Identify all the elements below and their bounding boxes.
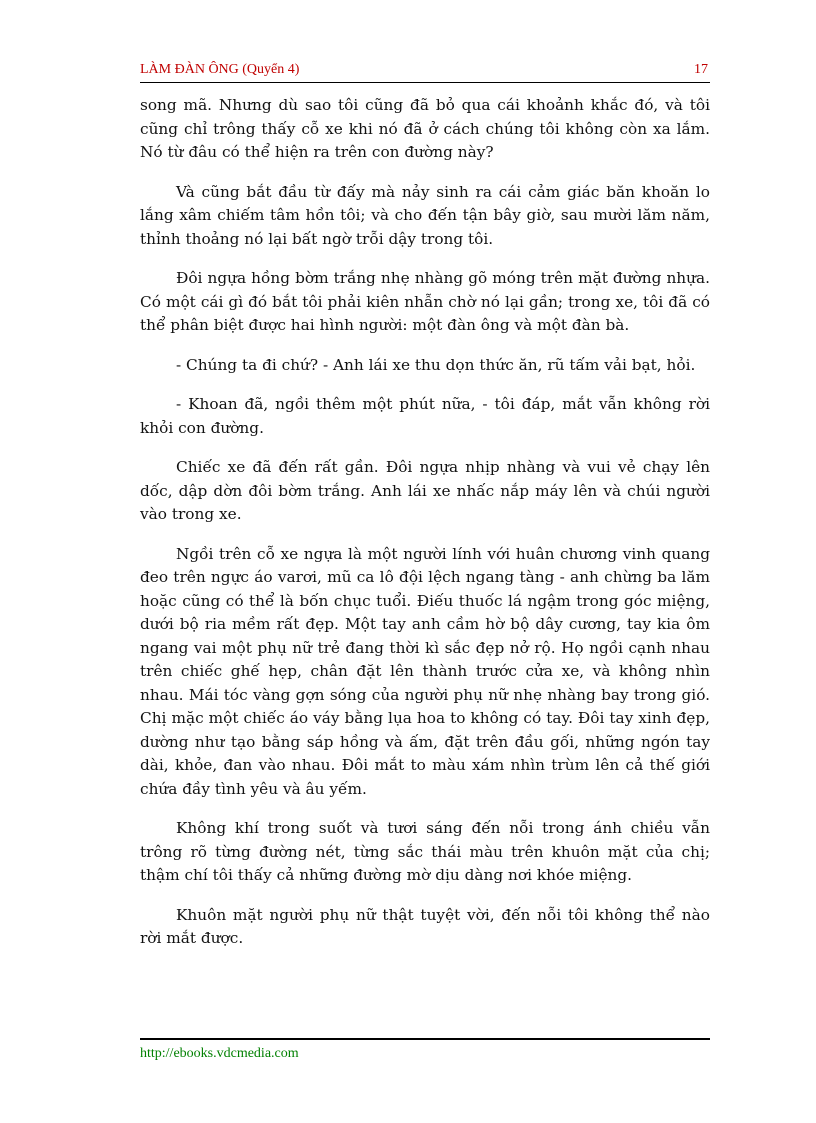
- paragraph: song mã. Nhưng dù sao tôi cũng đã bỏ qua cái khoảnh khắc đó, và tôi cũng chỉ trông thấy cỗ xe khi nó đã ở cách chúng tôi không còn xa lắm. Nó từ đâu có thể hiện ra trên con đường này?: [140, 96, 710, 161]
- paragraph: Đôi ngựa hồng bờm trắng nhẹ nhàng gõ móng trên mặt đường nhựa. Có một cái gì đó bắt tôi phải kiên nhẫn chờ nó lại gần; trong xe, tôi đã có thể phân biệt được hai hình người: một đàn ông và một đàn bà.: [140, 269, 710, 334]
- footer-divider: [140, 1038, 710, 1040]
- paragraph: Chiếc xe đã đến rất gần. Đôi ngựa nhịp nhàng và vui vẻ chạy lên dốc, dập dờn đôi bờm trắng. Anh lái xe nhấc nắp máy lên và chúi người vào trong xe.: [140, 458, 710, 523]
- paragraph: Không khí trong suốt và tươi sáng đến nỗi trong ánh chiều vẫn trông rõ từng đường nét, từng sắc thái màu trên khuôn mặt của chị; thậm chí tôi thấy cả những đường mờ dịu dàng nơi khóe miệng.: [140, 819, 710, 884]
- footer-link[interactable]: http://ebooks.vdcmedia.com: [140, 1046, 299, 1061]
- paragraph: Và cũng bắt đầu từ đấy mà nảy sinh ra cái cảm giác băn khoăn lo lắng xâm chiếm tâm hồn tôi; và cho đến tận bây giờ, sau mười lăm năm, thỉnh thoảng nó lại bất ngờ trỗi dậy trong tôi.: [140, 182, 710, 248]
- body-text: [140, 94, 710, 967]
- book-title: LÀM ĐÀN ÔNG (Quyển 4): [140, 62, 300, 77]
- page-header: [140, 62, 710, 82]
- page-number: 17: [694, 62, 708, 77]
- paragraph: - Chúng ta đi chứ? - Anh lái xe thu dọn thức ăn, rũ tấm vải bạt, hỏi.: [176, 355, 696, 374]
- header-divider: [140, 82, 710, 83]
- paragraph: Khuôn mặt người phụ nữ thật tuyệt vời, đến nỗi tôi không thể nào rời mắt được.: [140, 905, 710, 947]
- paragraph: Ngồi trên cỗ xe ngựa là một người lính với huân chương vinh quang đeo trên ngực áo varơi, mũ ca lô đội lệch ngang tàng - anh chừng ba lăm hoặc cũng có thể là bốn chục tuổi. Điếu thuốc lá ngậm trong góc miệng, dưới bộ ria mềm rất đẹp. Một tay anh cầm hờ bộ dây cương, tay kia ôm ngang vai một phụ nữ trẻ đang thời kì sắc đẹp nở rộ. Họ ngồi cạnh nhau trên chiếc ghế hẹp, chân đặt lên thành trước cửa xe, và không nhìn nhau. Mái tóc vàng gợn sóng của người phụ nữ nhẹ nhàng bay trong gió. Chị mặc một chiếc áo váy bằng lụa hoa to không có tay. Đôi tay xinh đẹp, dường như tạo bằng sáp hồng và ấm, đặt trên đầu gối, những ngón tay dài, khỏe, đan vào nhau. Đôi mắt to màu xám nhìn trùm lên cả thế giới chứa đầy tình yêu và âu yếm.: [140, 544, 710, 798]
- paragraph: - Khoan đã, ngồi thêm một phút nữa, - tôi đáp, mắt vẫn không rời khỏi con đường.: [140, 395, 710, 437]
